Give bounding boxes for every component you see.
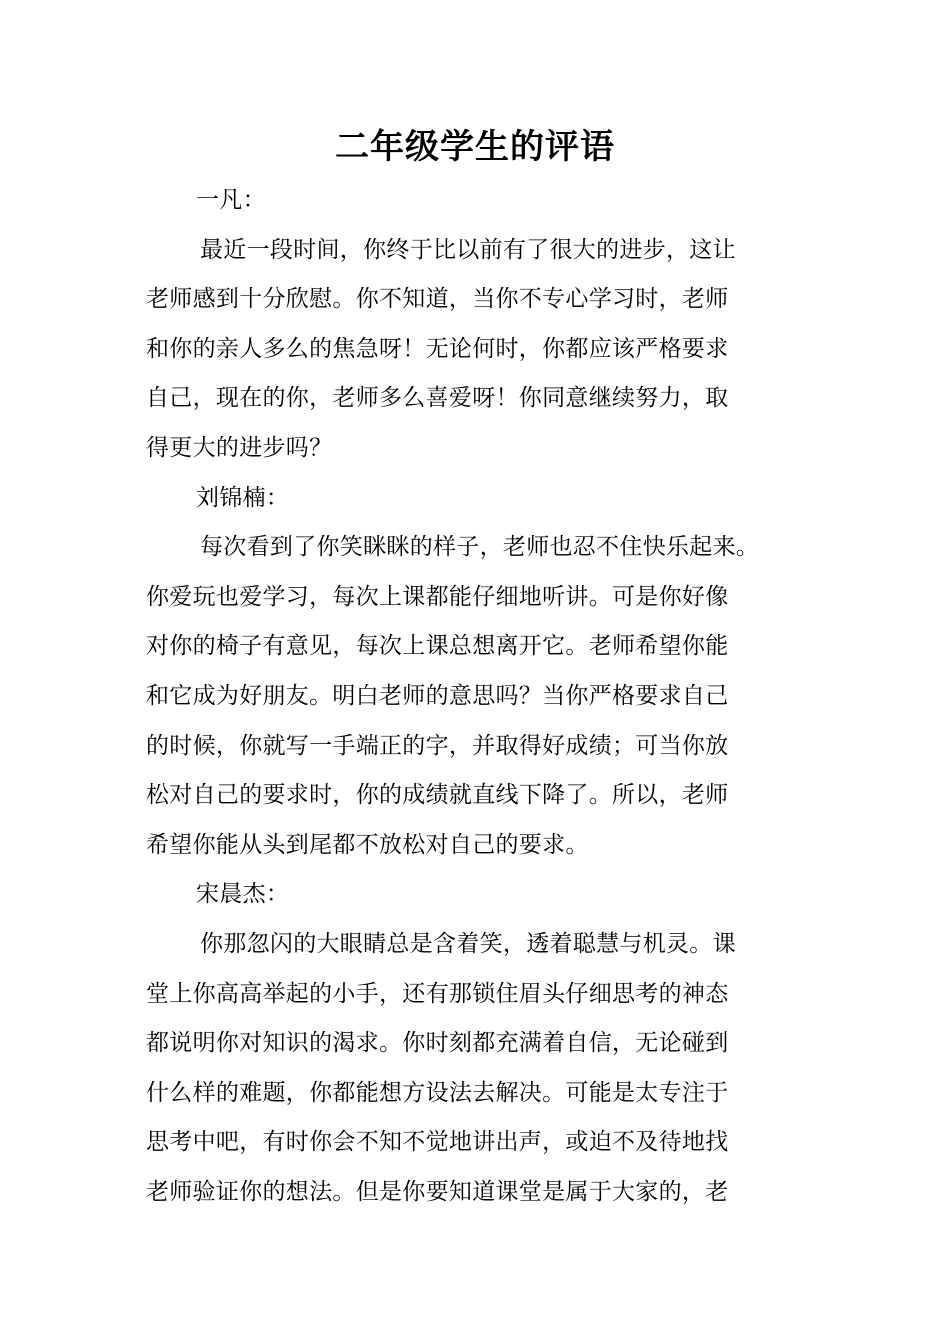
comment-line: 最近一段时间，你终于比以前有了很大的进步，这让 (200, 236, 736, 263)
student-name: 刘锦楠： (196, 484, 290, 511)
comment-line: 的时候，你就写一手端正的字，并取得好成绩；可当你放 (146, 732, 729, 759)
comment-line: 对你的椅子有意见，每次上课总想离开它。老师希望你能 (146, 633, 729, 660)
comment-line: 老师感到十分欣慰。你不知道，当你不专心学习时，老师 (146, 286, 729, 313)
comment-line: 什么样的难题，你都能想方设法去解决。可能是太专注于 (146, 1079, 729, 1106)
comment-line: 松对自己的要求时，你的成绩就直线下降了。所以，老师 (146, 782, 729, 809)
comment-line: 每次看到了你笑眯眯的样子，老师也忍不住快乐起来。 (200, 534, 760, 561)
comment-line: 你爱玩也爱学习，每次上课都能仔细地听讲。可是你好像 (146, 583, 729, 610)
comment-line: 都说明你对知识的渴求。你时刻都充满着自信，无论碰到 (146, 1030, 729, 1057)
comment-line: 老师验证你的想法。但是你要知道课堂是属于大家的，老 (146, 1178, 729, 1205)
comment-line: 你那忽闪的大眼睛总是含着笑，透着聪慧与机灵。课 (200, 930, 736, 957)
document-title: 二年级学生的评语 (335, 127, 615, 167)
student-name: 一凡： (196, 187, 266, 213)
comment-line: 和你的亲人多么的焦急呀！无论何时，你都应该严格要求 (146, 335, 729, 362)
comment-line: 和它成为好朋友。明白老师的意思吗？当你严格要求自己 (146, 682, 729, 709)
comment-line: 得更大的进步吗？ (146, 434, 333, 461)
student-name: 宋晨杰： (196, 881, 290, 908)
comment-line: 希望你能从头到尾都不放松对自己的要求。 (146, 831, 589, 858)
comment-line: 堂上你高高举起的小手，还有那锁住眉头仔细思考的神态 (146, 980, 729, 1007)
comment-line: 思考中吧，有时你会不知不觉地讲出声，或迫不及待地找 (146, 1129, 729, 1156)
document-body (146, 176, 811, 1217)
comment-line: 自己，现在的你，老师多么喜爱呀！你同意继续努力，取 (146, 385, 729, 412)
